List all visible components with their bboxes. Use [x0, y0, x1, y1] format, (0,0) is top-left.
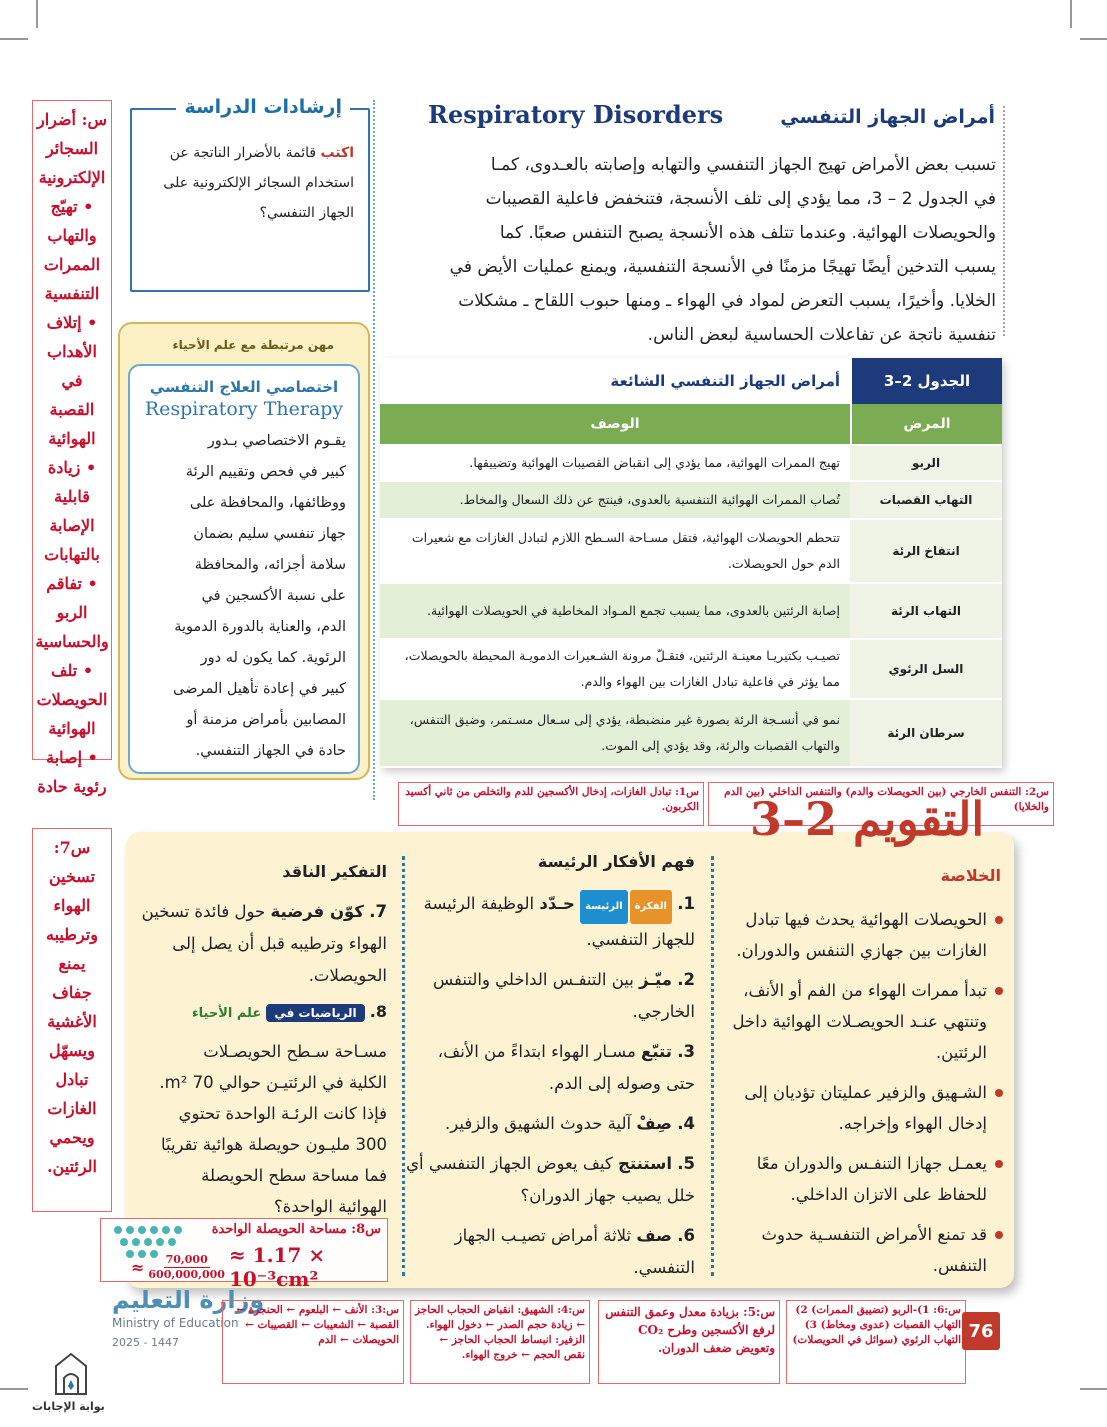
- answer-line: تسخين: [48, 867, 96, 886]
- career-line: المصابين بأمراض مزمنة أو: [186, 712, 346, 728]
- study-tips-line: قائمة بالأضرار الناتجة عن: [169, 145, 317, 161]
- study-tips-verb: اكتب: [320, 145, 354, 161]
- summary-item: يعمـل جهازا التنفـس والدوران معًا للحفاظ على الاتزان الداخلي.: [713, 1148, 1003, 1210]
- question-text-line: 300 مليـون حويصلة هوائية تقريبًا: [160, 1135, 387, 1154]
- careers-box: [118, 322, 370, 780]
- table-row: [380, 640, 1002, 700]
- answer-line: س: أضرار: [36, 110, 108, 129]
- career-description: [130, 420, 358, 767]
- question-text: آلية حدوث الشهيق والزفير.: [445, 1114, 632, 1133]
- answer-line: القصبة: [49, 400, 95, 419]
- section-title-ar: أمراض الجهاز التنفسي: [780, 106, 995, 128]
- assessment-title: التقويم 2–3: [750, 792, 985, 846]
- crop-mark: [1080, 1388, 1107, 1390]
- summary-item: الحويصلات الهوائية يحدث فيها تبادل الغازات بين جهازي التنفس والدوران.: [713, 904, 1003, 966]
- table-cell-disease: التهاب القصبات: [850, 482, 1002, 518]
- answer-q2: س2: التنفس الخارجي (بين الحويصلات والدم) والتنفس الداخلي (بين الدم والخلايا): [708, 782, 1054, 826]
- summary-heading: الخلاصة: [940, 866, 1001, 885]
- career-line: يقـوم الاختصاصي بـدور: [207, 433, 346, 449]
- table-cell-disease: الربو: [850, 446, 1002, 480]
- crop-mark: [0, 1388, 28, 1390]
- answer-line: السجائر: [45, 139, 99, 158]
- intro-line: والحويصلات الهوائية. وعندما تتلف هذه الأنسجة يصبح التنفس صعبًا. كما: [499, 223, 996, 243]
- study-tips-text: [132, 110, 368, 228]
- answer-line: س7:: [53, 838, 91, 857]
- approx-sign: ≈: [131, 1257, 145, 1277]
- crop-mark: [1070, 0, 1072, 28]
- table-cell-desc: إصابة الرئتين بالعدوى، مما يسبب تجمع المـواد المخاطية في الحويصلات الهوائية.: [380, 584, 850, 638]
- critical-thinking-questions: [139, 896, 387, 1230]
- answer-line: الهواء: [53, 896, 91, 915]
- answer-q3: س:3: الأنف ← البلعوم ← الحنجرة ← القصبة ← الشعيبات ← القصيبات ← الحويصلات ← الدم: [222, 1300, 404, 1384]
- crop-mark: [0, 38, 28, 40]
- question-number: 2.: [677, 970, 695, 989]
- answer-q4: س:4: الشهيق: انقباض الحجاب الحاجز ← زيادة حجم الصدر ← دخول الهواء. الزفير: انبساط الحجاب الحاجز ← نقص الحجم ← خروج الهواء.: [410, 1300, 590, 1384]
- question-text-line: الهوائية الواحدة؟: [274, 1197, 387, 1216]
- table-row: [380, 482, 1002, 520]
- intro-line: تنفسية ناتجة عن تفاعلات الحساسية لبعض الناس.: [647, 325, 996, 345]
- study-tips-line: استخدام السجائر الإلكترونية على: [163, 175, 354, 191]
- page-number: 76: [962, 1312, 1000, 1350]
- question-text-line: الكلية في الرئتيـن حوالي 70 m².: [159, 1073, 387, 1092]
- main-ideas-heading: فهم الأفكار الرئيسة: [537, 852, 695, 871]
- question-verb: صِفْ: [636, 1114, 672, 1133]
- answer-q6: س:6: 1)-الربو (تضييق الممرات) 2) التهاب القصبات (عدوى ومخاط) 3) التهاب الرئوي (سوائل في الحويصلات): [786, 1300, 966, 1384]
- assessment-divider: [402, 856, 405, 1276]
- column-divider: [373, 100, 375, 800]
- answer-line: بالتهابات: [44, 545, 100, 564]
- answer-line: والتهاب: [47, 226, 97, 245]
- summary-item: قد تمنع الأمراض التنفسـية حدوث التنفس.: [713, 1219, 1003, 1281]
- answer-side-top: [32, 100, 112, 796]
- question-2: [405, 964, 695, 1028]
- question-verb: استنتج: [618, 1154, 672, 1173]
- question-text: مسـار الهواء ابتداءً من الأنف، حتى وصوله إلى الدم.: [437, 1042, 695, 1093]
- question-number: 7.: [369, 902, 387, 921]
- table-cell-disease: انتفاخ الرئة: [850, 520, 1002, 582]
- question-verb: حـدّد: [539, 894, 575, 913]
- study-tips-box: [130, 96, 370, 292]
- question-text-line: فإذا كانت الرئـة الواحدة تحتوي: [178, 1104, 387, 1123]
- table-cell-desc: تتحطم الحويصلات الهوائية، فتقل مسـاحة السـطح اللازم لتبادل الغازات مع شعيرات الدم حول الحويصلات.: [380, 520, 850, 582]
- answer-line: يمنع: [58, 954, 86, 973]
- critical-thinking-heading: التفكير الناقد: [282, 862, 387, 881]
- question-number: 1.: [677, 894, 695, 913]
- answer-line: • تلف: [50, 661, 94, 680]
- question-text-line: مسـاحة سـطح الحويصـلات: [203, 1042, 387, 1061]
- table-column-heads: [380, 404, 1002, 446]
- answer-line: الغازات: [47, 1099, 97, 1118]
- table-row: [380, 700, 1002, 766]
- intro-paragraph: [412, 148, 996, 352]
- answer-line: تبادل: [55, 1070, 89, 1089]
- table-label: الجدول 2–3: [852, 358, 1002, 404]
- question-6: [405, 1220, 695, 1284]
- answer-line: الإصابة: [49, 516, 95, 535]
- summary-item: تبدأ ممرات الهواء من الفم أو الأنف، وتنتهي عنـد الحويصـلات الهوائية داخل الرئتين.: [713, 975, 1003, 1068]
- answer-line: ويسهّل: [49, 1041, 95, 1060]
- career-line: سلامة أجزائه، والمحافظة: [194, 557, 346, 573]
- crop-mark: [36, 0, 38, 28]
- question-text: كيف يعوض الجهاز التنفسي أي خلل يصيب جهاز الدوران؟: [406, 1154, 695, 1205]
- answer-line: الأهداب في: [47, 342, 97, 390]
- question-verb: صف: [636, 1226, 672, 1245]
- table-cell-desc: تهيج الممرات الهوائية، مما يؤدي إلى انقباض القصيبات الهوائية وتضييقها.: [380, 446, 850, 480]
- main-ideas-questions: [405, 888, 695, 1292]
- answer-line: • زيادة: [47, 458, 97, 477]
- answer-q8-label: س8: مساحة الحويصلة الواحدة: [211, 1222, 381, 1237]
- answer-line: والحساسية: [35, 632, 109, 651]
- main-idea-pill: الرئيسة: [580, 890, 627, 924]
- table-cell-disease: التهاب الرئة: [850, 584, 1002, 638]
- career-line: جهاز تنفسي سليم بضمان: [193, 526, 346, 542]
- answer-line: الهوائية: [48, 719, 96, 738]
- col-disease: المرض: [850, 404, 1002, 444]
- answer-line: الرئتين.: [46, 1157, 97, 1176]
- career-line: على نسبة الأكسجين في: [201, 588, 346, 604]
- question-text-line: فما مساحة سطح الحويصلة: [201, 1166, 387, 1185]
- table-title: أمراض الجهاز التنفسي الشائعة: [380, 358, 852, 404]
- watermark-text: بوابة الإجابات: [32, 1400, 105, 1413]
- fraction-denominator: 600,000,000: [148, 1267, 225, 1281]
- career-line: حادة في الجهاز التنفسي.: [195, 743, 346, 759]
- question-number: 3.: [677, 1042, 695, 1061]
- intro-line: الخلايا. وأخيرًا، يسبب التعرض لمواد في الهواء ـ ومنها حبوب اللقاح ـ مشكلات: [458, 291, 996, 311]
- answer-line: رئوية حادة: [37, 777, 107, 796]
- answer-line: الممرات: [43, 255, 101, 274]
- ministry-year: 2025 - 1447: [112, 1336, 179, 1349]
- col-description: الوصف: [380, 404, 850, 444]
- crop-mark: [1080, 38, 1107, 40]
- question-8: [139, 1036, 387, 1222]
- answer-q5: س:5: بزيادة معدل وعمق التنفس لرفع الأكسجين وطرح CO₂ وتعويض ضعف الدوران.: [598, 1300, 780, 1384]
- section-divider: [1003, 106, 1005, 336]
- answer-line: • إصابة: [46, 748, 98, 767]
- question-number: 6.: [677, 1226, 695, 1245]
- career-line: ووظائفها، والمحافظة على: [189, 495, 346, 511]
- logo-dots-icon: [108, 1222, 228, 1262]
- table-row: [380, 520, 1002, 584]
- answer-line: • إتلاف: [46, 313, 98, 332]
- career-line: الرئوية. كما يكون له دور: [200, 650, 346, 666]
- question-3: [405, 1036, 695, 1100]
- table-cell-desc: تصيـب بكتيريـا معينـة الرئتين، فتقـلّ مرونة الشـعيرات الدمويـة المحيطة بالحويصلات، مما يؤثر في فاعلية تبادل الغازات بين الهواء والدم.: [380, 640, 850, 698]
- question-verb: كوّن فرضية: [270, 902, 364, 921]
- question-verb: ميّـز: [639, 970, 672, 989]
- careers-tab-label: مهن مرتبطة مع علم الأحياء: [172, 338, 334, 352]
- table-cell-desc: تُصاب الممرات الهوائية التنفسية بالعدوى، فينتج عن ذلك السعال والمخاط.: [380, 482, 850, 518]
- question-number: 4.: [677, 1114, 695, 1133]
- summary-list: [713, 904, 1003, 1290]
- intro-line: تسبب بعض الأمراض تهيج الجهاز التنفسي والتهابه وإصابته بالعـدوى، كمـا: [490, 155, 996, 175]
- question-7: [139, 896, 387, 992]
- question-1: [405, 888, 695, 956]
- answer-line: الحويصلات: [36, 690, 108, 709]
- answer-line: التنفسية: [44, 284, 100, 303]
- math-pill-tail: علم الأحياء: [192, 1006, 262, 1021]
- answer-line: ويحمي: [49, 1128, 95, 1147]
- study-tips-title: إرشادات الدراسة: [176, 96, 350, 118]
- intro-line: يسبب التدخين أيضًا تهيجًا مزمنًا في الأنسجة التنفسية، ويمنع عمليات الأيض في: [449, 257, 996, 277]
- intro-line: في الجدول 2 – 3، مما يؤدي إلى تلف الأنسجة، فتنخفض فاعلية القصيبات: [485, 189, 996, 209]
- answer-line: الربو: [56, 603, 88, 622]
- career-line: الدم، والعناية بالدورة الدموية: [174, 619, 346, 635]
- career-card: [128, 364, 360, 774]
- question-text: حول فائدة تسخين الهواء وترطيبه قبل أن يصل إلى الحويصلات.: [141, 902, 387, 985]
- main-idea-pill: الفكرة: [630, 890, 672, 924]
- answer-line: وترطيبه: [46, 925, 98, 944]
- question-text: ثلاثة أمراض تصيـب الجهاز التنفسي.: [454, 1226, 695, 1277]
- answer-line: الهوائية: [48, 429, 96, 448]
- question-verb: تتبّع: [641, 1042, 672, 1061]
- career-line: كبير في إعادة تأهيل المرضى: [173, 681, 346, 697]
- table-header: [380, 358, 1002, 404]
- diseases-table: [380, 358, 1002, 768]
- summary-item: الشـهيق والزفير عمليتان تؤديان إلى إدخال الهواء وإخراجه.: [713, 1077, 1003, 1139]
- question-5: [405, 1148, 695, 1212]
- answer-line: الإلكترونية: [38, 168, 106, 187]
- career-title-ar: اختصاصي العلاج التنفسي: [149, 378, 339, 396]
- question-text: بين التنفـس الداخلي والتنفس الخارجي.: [433, 970, 695, 1021]
- answer-line: • تفاقم: [46, 574, 98, 593]
- answer-q8-result: ≈ 1.17 × 10⁻³cm²: [228, 1243, 326, 1291]
- career-title-en: Respiratory Therapy: [144, 398, 344, 420]
- answer-line: قابلية: [54, 487, 90, 506]
- answer-line: الأغشية: [47, 1012, 97, 1031]
- math-in-biology: [139, 1002, 387, 1022]
- answer-q7: [32, 828, 112, 1212]
- table-cell-desc: نمو في أنسـجة الرئة بصورة غير منضبطة، يؤدي إلى سـعال مسـتمر، وضيق التنفس، والتهاب القصبات والرئة، وقد يؤدي إلى الموت.: [380, 700, 850, 766]
- question-number: 8.: [369, 1002, 387, 1021]
- question-text: الوظيفة الرئيسة للجهاز التنفسي.: [423, 894, 695, 949]
- fraction-numerator: 70,000: [165, 1252, 208, 1266]
- answer-line: جفاف: [52, 983, 92, 1002]
- ministry-name-en: Ministry of Education: [112, 1316, 239, 1330]
- section-title-en: Respiratory Disorders: [428, 100, 724, 129]
- question-4: [405, 1108, 695, 1140]
- table-cell-disease: السل الرئوي: [850, 640, 1002, 698]
- table-cell-disease: سرطان الرئة: [850, 700, 1002, 766]
- table-row: [380, 446, 1002, 482]
- career-line: كبير في فحص وتقييم الرئة: [185, 464, 346, 480]
- math-pill: الرياضيات في: [266, 1004, 364, 1022]
- watermark-logo-icon: [46, 1350, 96, 1400]
- answer-line: • تهيّج: [50, 197, 94, 216]
- question-number: 5.: [677, 1154, 695, 1173]
- assessment-divider: [711, 856, 714, 1276]
- table-row: [380, 584, 1002, 640]
- study-tips-line: الجهاز التنفسي؟: [259, 205, 354, 221]
- answer-q1: س1: تبادل الغازات، إدخال الأكسجين للدم والتخلص من ثاني أكسيد الكربون.: [398, 782, 704, 826]
- ministry-name-ar: وزارة التعليم: [112, 1286, 265, 1314]
